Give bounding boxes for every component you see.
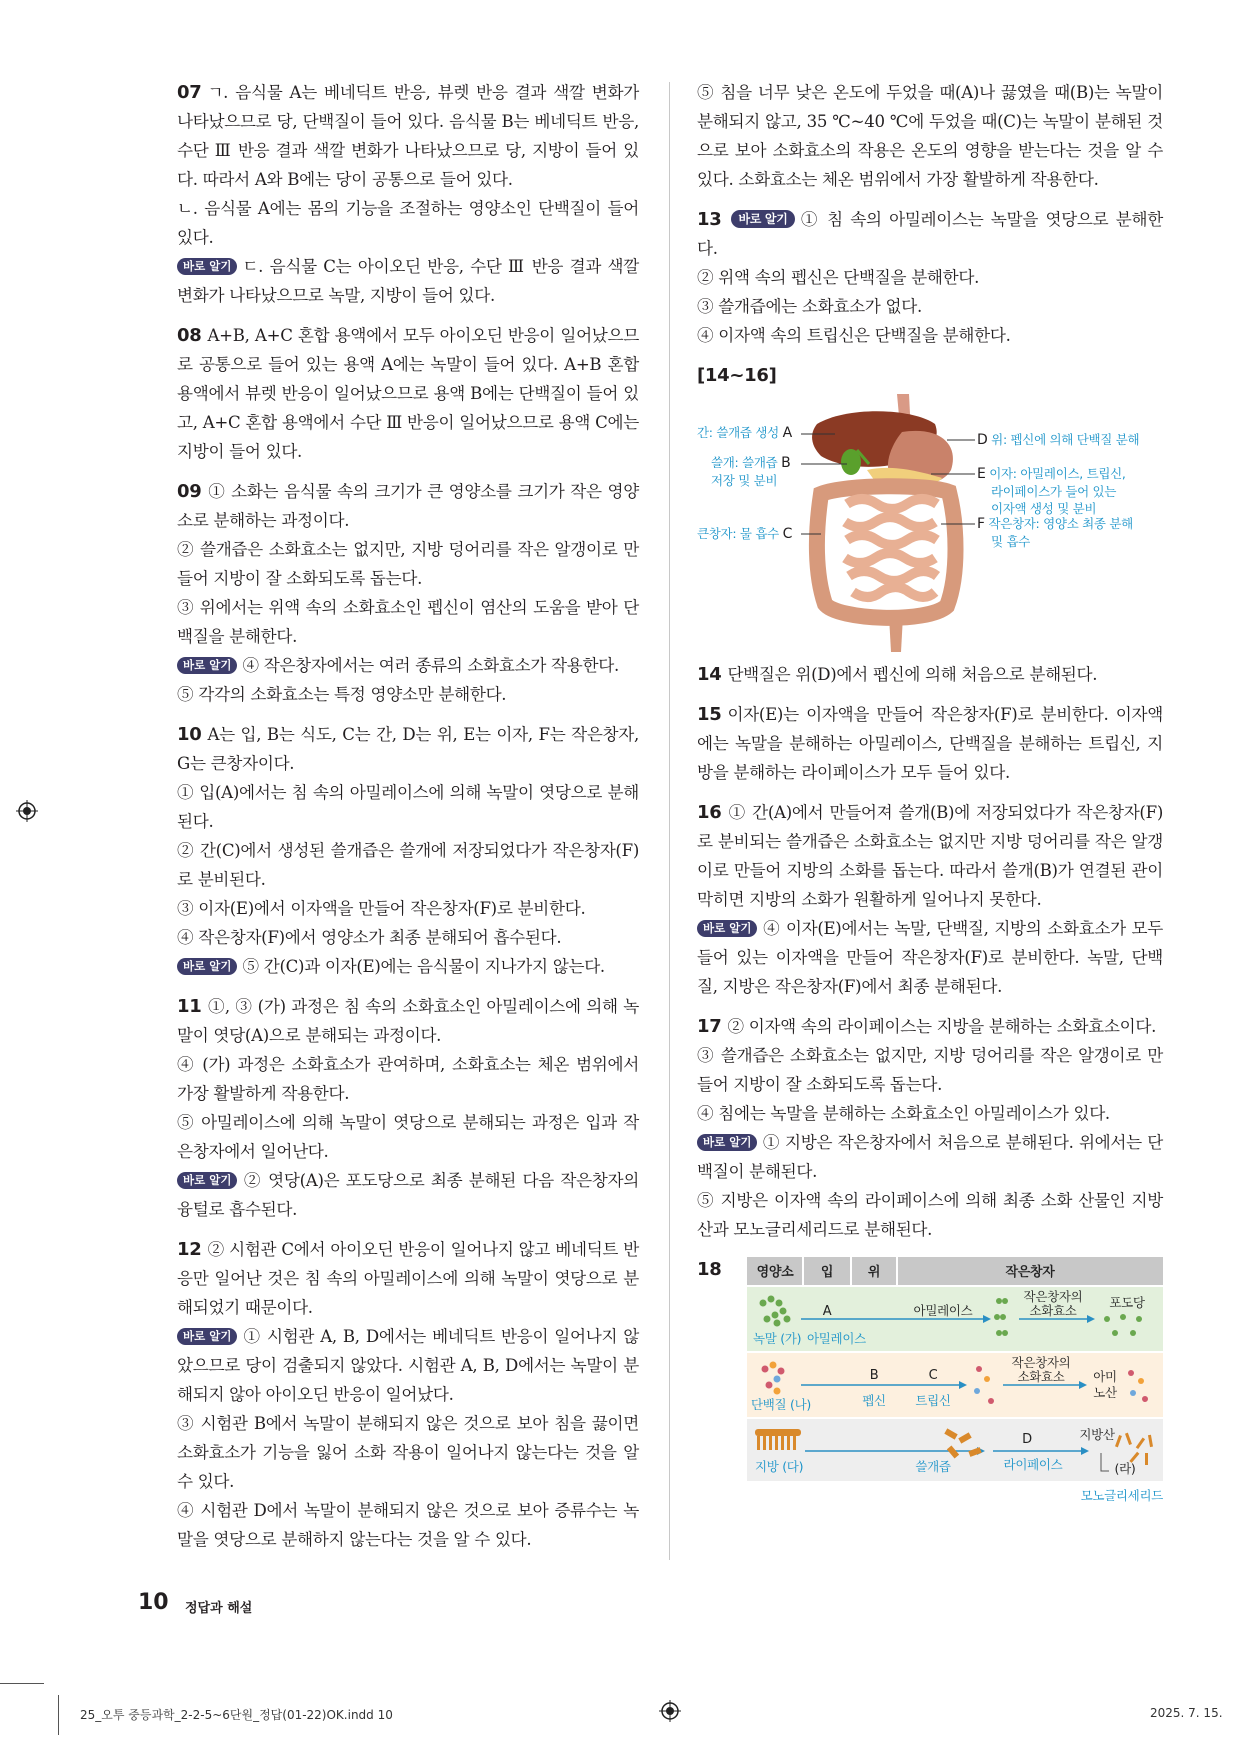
answer-text: ㄴ. 음식물 A에는 몸의 기능을 조절하는 영양소인 단백질이 들어 있다.	[177, 199, 639, 247]
label-small-intestine: F 작은창자: 영양소 최종 분해 및 흡수	[977, 516, 1133, 549]
answer-text: ⑤ 아밀레이스에 의해 녹말이 엿당으로 분해되는 과정은 입과 작은창자에서 일어난다.	[177, 1113, 639, 1161]
label-large-intestine: 큰창자: 물 흡수 C	[697, 526, 793, 542]
label-trypsin: 트립신	[915, 1393, 951, 1408]
answer-line	[177, 1108, 639, 1166]
answer-text: ③ 위에서는 위액 속의 소화효소인 펩신이 염산의 도움을 받아 단백질을 분해한다.	[177, 598, 639, 646]
answer-number: 16	[697, 802, 722, 823]
label-si-enzyme-2b: 소화효소	[1017, 1369, 1065, 1384]
correction-badge: 바로 알기	[177, 1328, 237, 1345]
answer-text: ④ 이자(E)에서는 녹말, 단백질, 지방의 소화효소가 모두 들어 있는 이자액을 만들어 작은창자(F)로 분비한다. 녹말, 단백질, 지방은 작은창자(F)에서 최종 분해된다.	[697, 919, 1163, 996]
header-mouth: 입	[820, 1265, 834, 1280]
answer-12	[177, 1235, 639, 1554]
answer-line	[177, 593, 639, 651]
right-column	[697, 78, 1163, 1517]
answer-line	[177, 651, 639, 680]
answer-line	[177, 1235, 639, 1322]
answer-text: 이자(E)는 이자액을 만들어 작은창자(F)로 분비한다. 이자액에는 녹말을 분해하는 아밀레이스, 단백질을 분해하는 트립신, 지방을 분해하는 라이페이스가 모두 들어 있다.	[697, 705, 1163, 782]
answer-16	[697, 798, 1163, 1001]
answer-17	[697, 1012, 1163, 1244]
label-fat: 지방 (다)	[755, 1459, 804, 1474]
digestive-system-diagram	[697, 394, 1163, 656]
label-amylase-si: 아밀레이스	[913, 1303, 973, 1318]
label-monoglyceride: 모노글리세리드	[1080, 1488, 1163, 1503]
label-fatty-acid: 지방산	[1079, 1427, 1115, 1442]
correction-badge: 바로 알기	[177, 1172, 237, 1189]
answer-11	[177, 992, 639, 1224]
answer-line	[697, 78, 1163, 194]
letter-d: D	[1022, 1432, 1032, 1447]
header-stomach: 위	[867, 1265, 881, 1280]
answer-line	[697, 205, 1163, 263]
label-amino-1: 아미	[1093, 1369, 1117, 1384]
answer-text: ① 시험관 A, B, D에서는 베네딕트 반응이 일어나지 않았으므로 당이 검출되지 않았다. 시험관 A, B, D에서는 녹말이 분해되지 않아 아이오딘 반응이 일어났다.	[177, 1327, 639, 1404]
label-si-enzyme-2a: 작은창자의	[1011, 1355, 1071, 1370]
correction-badge: 바로 알기	[177, 958, 237, 975]
right-answers	[697, 660, 1163, 1244]
header-small-intestine: 작은창자	[1005, 1265, 1055, 1280]
answer-line	[177, 1409, 639, 1496]
answer-line	[697, 798, 1163, 914]
answer-line	[177, 1322, 639, 1409]
answer-text: ② 간(C)에서 생성된 쓸개즙은 쓸개에 저장되었다가 작은창자(F)로 분비된다.	[177, 841, 639, 889]
answer-line	[697, 263, 1163, 292]
answer-number: 17	[697, 1016, 722, 1037]
answer-text: ⑤ 간(C)과 이자(E)에는 음식물이 지나가지 않는다.	[242, 957, 605, 976]
answer-15	[697, 700, 1163, 787]
answer-text: ①, ③ (가) 과정은 침 속의 소화효소인 아밀레이스에 의해 녹말이 엿당(A)으로 분해되는 과정이다.	[177, 997, 639, 1045]
answer-line	[697, 1186, 1163, 1244]
answer-line	[177, 992, 639, 1050]
answer-line	[697, 1099, 1163, 1128]
answer-line	[177, 535, 639, 593]
letter-c: C	[928, 1368, 938, 1383]
answer-10	[177, 720, 639, 981]
answer-18	[697, 1255, 1163, 1517]
answer-text: ㄷ. 음식물 C는 아이오딘 반응, 수단 Ⅲ 반응 결과 색깔 변화가 나타났으므로 녹말, 지방이 들어 있다.	[177, 257, 639, 305]
answer-line	[177, 1050, 639, 1108]
answer-line	[697, 1041, 1163, 1099]
correction-badge: 바로 알기	[177, 657, 237, 674]
correction-badge: 바로 알기	[731, 210, 794, 228]
answer-number: 18	[697, 1259, 722, 1280]
answer-text: ① 지방은 작은창자에서 처음으로 분해된다. 위에서는 단백질이 분해된다.	[697, 1133, 1163, 1181]
answer-text: ② 시험관 C에서 아이오딘 반응이 일어나지 않고 베네딕트 반응만 일어난 것은 침 속의 아밀레이스에 의해 녹말이 엿당으로 분해되었기 때문이다.	[177, 1240, 639, 1317]
label-pancreas: E 이자: 아밀레이스, 트립신, 라이페이스가 들어 있는 이자액 생성 및 분비	[977, 466, 1126, 516]
answer-line	[177, 1496, 639, 1554]
digestion-process-table	[747, 1257, 1163, 1503]
small-intestine-shape	[845, 499, 937, 597]
answer-line	[697, 1128, 1163, 1186]
crop-mark	[58, 1695, 59, 1735]
label-si-enzyme-1a: 작은창자의	[1023, 1289, 1083, 1304]
answer-number: 11	[177, 996, 202, 1017]
registration-mark-icon	[16, 800, 38, 822]
answer-14	[697, 660, 1163, 689]
label-amylase-mouth: 아밀레이스	[807, 1331, 866, 1346]
answer-text: ③ 쓸개즙에는 소화효소가 없다.	[697, 297, 922, 316]
answer-text: ㄱ. 음식물 A는 베네딕트 반응, 뷰렛 반응 결과 색깔 변화가 나타났으므로 당, 단백질이 들어 있다. 음식물 B는 베네딕트 반응, 수단 Ⅲ 반응 결과 색깔 변화가 나타났으므로 당, 지방이 들어 있다. 따라서 A와 B에는 당이 공통으로 들어 있다.	[177, 83, 639, 189]
answer-line	[177, 321, 639, 466]
section-heading-14-16: [14~16]	[697, 365, 777, 386]
answer-text: ③ 쓸개즙은 소화효소는 없지만, 지방 덩어리를 작은 알갱이로 만들어 지방이 잘 소화되도록 돕는다.	[697, 1046, 1163, 1094]
answer-text: ⑤ 각각의 소화효소는 특정 영양소만 분해한다.	[177, 685, 507, 704]
answer-text: ④ 시험관 D에서 녹말이 분해되지 않은 것으로 보아 증류수는 녹말을 엿당으로 분해하지 않는다는 것을 알 수 있다.	[177, 1501, 639, 1549]
answer-text: ④ 작은창자에서는 여러 종류의 소화효소가 작용한다.	[242, 656, 619, 675]
registration-mark-icon	[659, 1700, 681, 1722]
answer-text: ④ 작은창자(F)에서 영양소가 최종 분해되어 흡수된다.	[177, 928, 562, 947]
rectum-shape	[889, 616, 903, 652]
answer-number: 10	[177, 724, 202, 745]
answer-text: ② 엿당(A)은 포도당으로 최종 분해된 다음 작은창자의 융털로 흡수된다.	[177, 1171, 639, 1219]
page-footer-title: 정답과 해설	[185, 1601, 253, 1616]
page-number: 10	[138, 1590, 169, 1615]
label-pepsin: 펩신	[862, 1393, 886, 1408]
answer-12-continued	[697, 78, 1163, 194]
answer-number: 08	[177, 325, 202, 346]
answer-text: ③ 이자(E)에서 이자액을 만들어 작은창자(F)로 분비한다.	[177, 899, 586, 918]
answer-line	[177, 680, 639, 709]
label-lipase: 라이페이스	[1003, 1457, 1063, 1472]
label-stomach: D 위: 펩신에 의해 단백질 분해	[977, 432, 1140, 448]
answer-line	[177, 952, 639, 981]
answer-text: ② 위액 속의 펩신은 단백질을 분해한다.	[697, 268, 980, 287]
correction-badge: 바로 알기	[697, 1134, 757, 1151]
answer-text: ① 간(A)에서 만들어져 쓸개(B)에 저장되었다가 작은창자(F)로 분비되는 쓸개즙은 소화효소는 없지만 지방 덩어리를 작은 알갱이로 만들어 지방의 소화를 돕는다. 따라서 쓸개(B)가 연결된 관이 막히면 지방의 소화가 원활하게 일어나지 못한다.	[697, 803, 1163, 909]
column-divider	[669, 82, 670, 1560]
label-protein: 단백질 (나)	[751, 1397, 811, 1412]
label-ra: (라)	[1114, 1461, 1136, 1476]
answer-text: 단백질은 위(D)에서 펩신에 의해 처음으로 분해된다.	[727, 665, 1098, 684]
answer-number: 07	[177, 82, 202, 103]
answer-number: 09	[177, 481, 202, 502]
answer-text: ③ 시험관 B에서 녹말이 분해되지 않은 것으로 보아 침을 끓이면 소화효소가 기능을 잃어 소화 작용이 일어나지 않는다는 것을 알 수 있다.	[177, 1414, 639, 1491]
header-nutrient: 영양소	[756, 1265, 794, 1280]
answer-line	[697, 914, 1163, 1001]
answer-number: 13	[697, 209, 722, 230]
answer-line	[697, 321, 1163, 350]
answer-number: 12	[177, 1239, 202, 1260]
label-bile: 쓸개즙	[915, 1459, 951, 1474]
answer-line	[177, 894, 639, 923]
answer-line	[177, 1166, 639, 1224]
answer-text: ① 입(A)에서는 침 속의 아밀레이스에 의해 녹말이 엿당으로 분해된다.	[177, 783, 639, 831]
correction-badge: 바로 알기	[697, 920, 757, 937]
correction-badge: 바로 알기	[177, 258, 237, 275]
label-starch: 녹말 (가)	[753, 1331, 802, 1346]
answer-line	[177, 720, 639, 778]
answer-text: ④ 이자액 속의 트립신은 단백질을 분해한다.	[697, 326, 1011, 345]
answer-text: ⑤ 침을 너무 낮은 온도에 두었을 때(A)나 끓였을 때(B)는 녹말이 분해되지 않고, 35 ℃~40 ℃에 두었을 때(C)는 녹말이 분해된 것으로 보아 소화효소의 작용은 온도의 영향을 받는다는 것을 알 수 있다. 소화효소는 체온 범위에서 가장 활발하게 작용한다.	[697, 83, 1163, 189]
print-slug-date: 2025. 7. 15.	[1150, 1706, 1223, 1720]
answer-text: ④ (가) 과정은 소화효소가 관여하며, 소화효소는 체온 범위에서 가장 활발하게 작용한다.	[177, 1055, 639, 1103]
answer-line	[177, 78, 639, 194]
answer-line	[697, 292, 1163, 321]
answer-13	[697, 205, 1163, 350]
answer-text: ② 이자액 속의 라이페이스는 지방을 분해하는 소화효소이다.	[727, 1017, 1157, 1036]
answer-text: ② 쓸개즙은 소화효소는 없지만, 지방 덩어리를 작은 알갱이로 만들어 지방이 잘 소화되도록 돕는다.	[177, 540, 639, 588]
crop-mark	[0, 1683, 44, 1684]
answer-text: A는 입, B는 식도, C는 간, D는 위, E는 이자, F는 작은창자, G는 큰창자이다.	[177, 725, 639, 773]
answer-text: ① 침 속의 아밀레이스는 녹말을 엿당으로 분해한다.	[697, 210, 1163, 258]
print-slug-filename: 25_오투 중등과학_2-2-5~6단원_정답(01-22)OK.indd 10	[80, 1708, 393, 1722]
answer-text: ① 소화는 음식물 속의 크기가 큰 영양소를 크기가 작은 영양소로 분해하는 과정이다.	[177, 482, 639, 530]
answer-line	[697, 700, 1163, 787]
label-si-enzyme-1b: 소화효소	[1029, 1303, 1077, 1318]
label-glucose: 포도당	[1109, 1295, 1145, 1310]
label-amino-2: 노산	[1093, 1385, 1117, 1400]
answer-number: 14	[697, 664, 722, 685]
label-liver: 간: 쓸개즙 생성 A	[697, 425, 792, 441]
answer-number: 15	[697, 704, 722, 725]
answer-09	[177, 477, 639, 709]
answer-08	[177, 321, 639, 466]
answer-line	[177, 923, 639, 952]
answer-text: A+B, A+C 혼합 용액에서 모두 아이오딘 반응이 일어났으므로 공통으로 들어 있는 용액 A에는 녹말이 들어 있다. A+B 혼합 용액에서 뷰렛 반응이 일어났으므로 용액 B에는 단백질이 들어 있고, A+C 혼합 용액에서 수단 Ⅲ 반응이 일어났으므로 용액 C에는 지방이 들어 있다.	[177, 326, 639, 461]
answer-line	[177, 836, 639, 894]
letter-b: B	[869, 1368, 879, 1383]
answer-line	[697, 1012, 1163, 1041]
answer-07	[177, 78, 639, 310]
answer-line	[697, 660, 1163, 689]
answer-text: ⑤ 지방은 이자액 속의 라이페이스에 의해 최종 소화 산물인 지방산과 모노글리세리드로 분해된다.	[697, 1191, 1163, 1239]
answer-line	[177, 778, 639, 836]
left-column	[177, 78, 639, 1565]
answer-text: ④ 침에는 녹말을 분해하는 소화효소인 아밀레이스가 있다.	[697, 1104, 1110, 1123]
answer-line	[177, 252, 639, 310]
answer-line	[177, 194, 639, 252]
label-gallbladder: 쓸개: 쓸개즙 B 저장 및 분비	[711, 455, 791, 488]
letter-a: A	[822, 1304, 832, 1319]
answer-line	[177, 477, 639, 535]
